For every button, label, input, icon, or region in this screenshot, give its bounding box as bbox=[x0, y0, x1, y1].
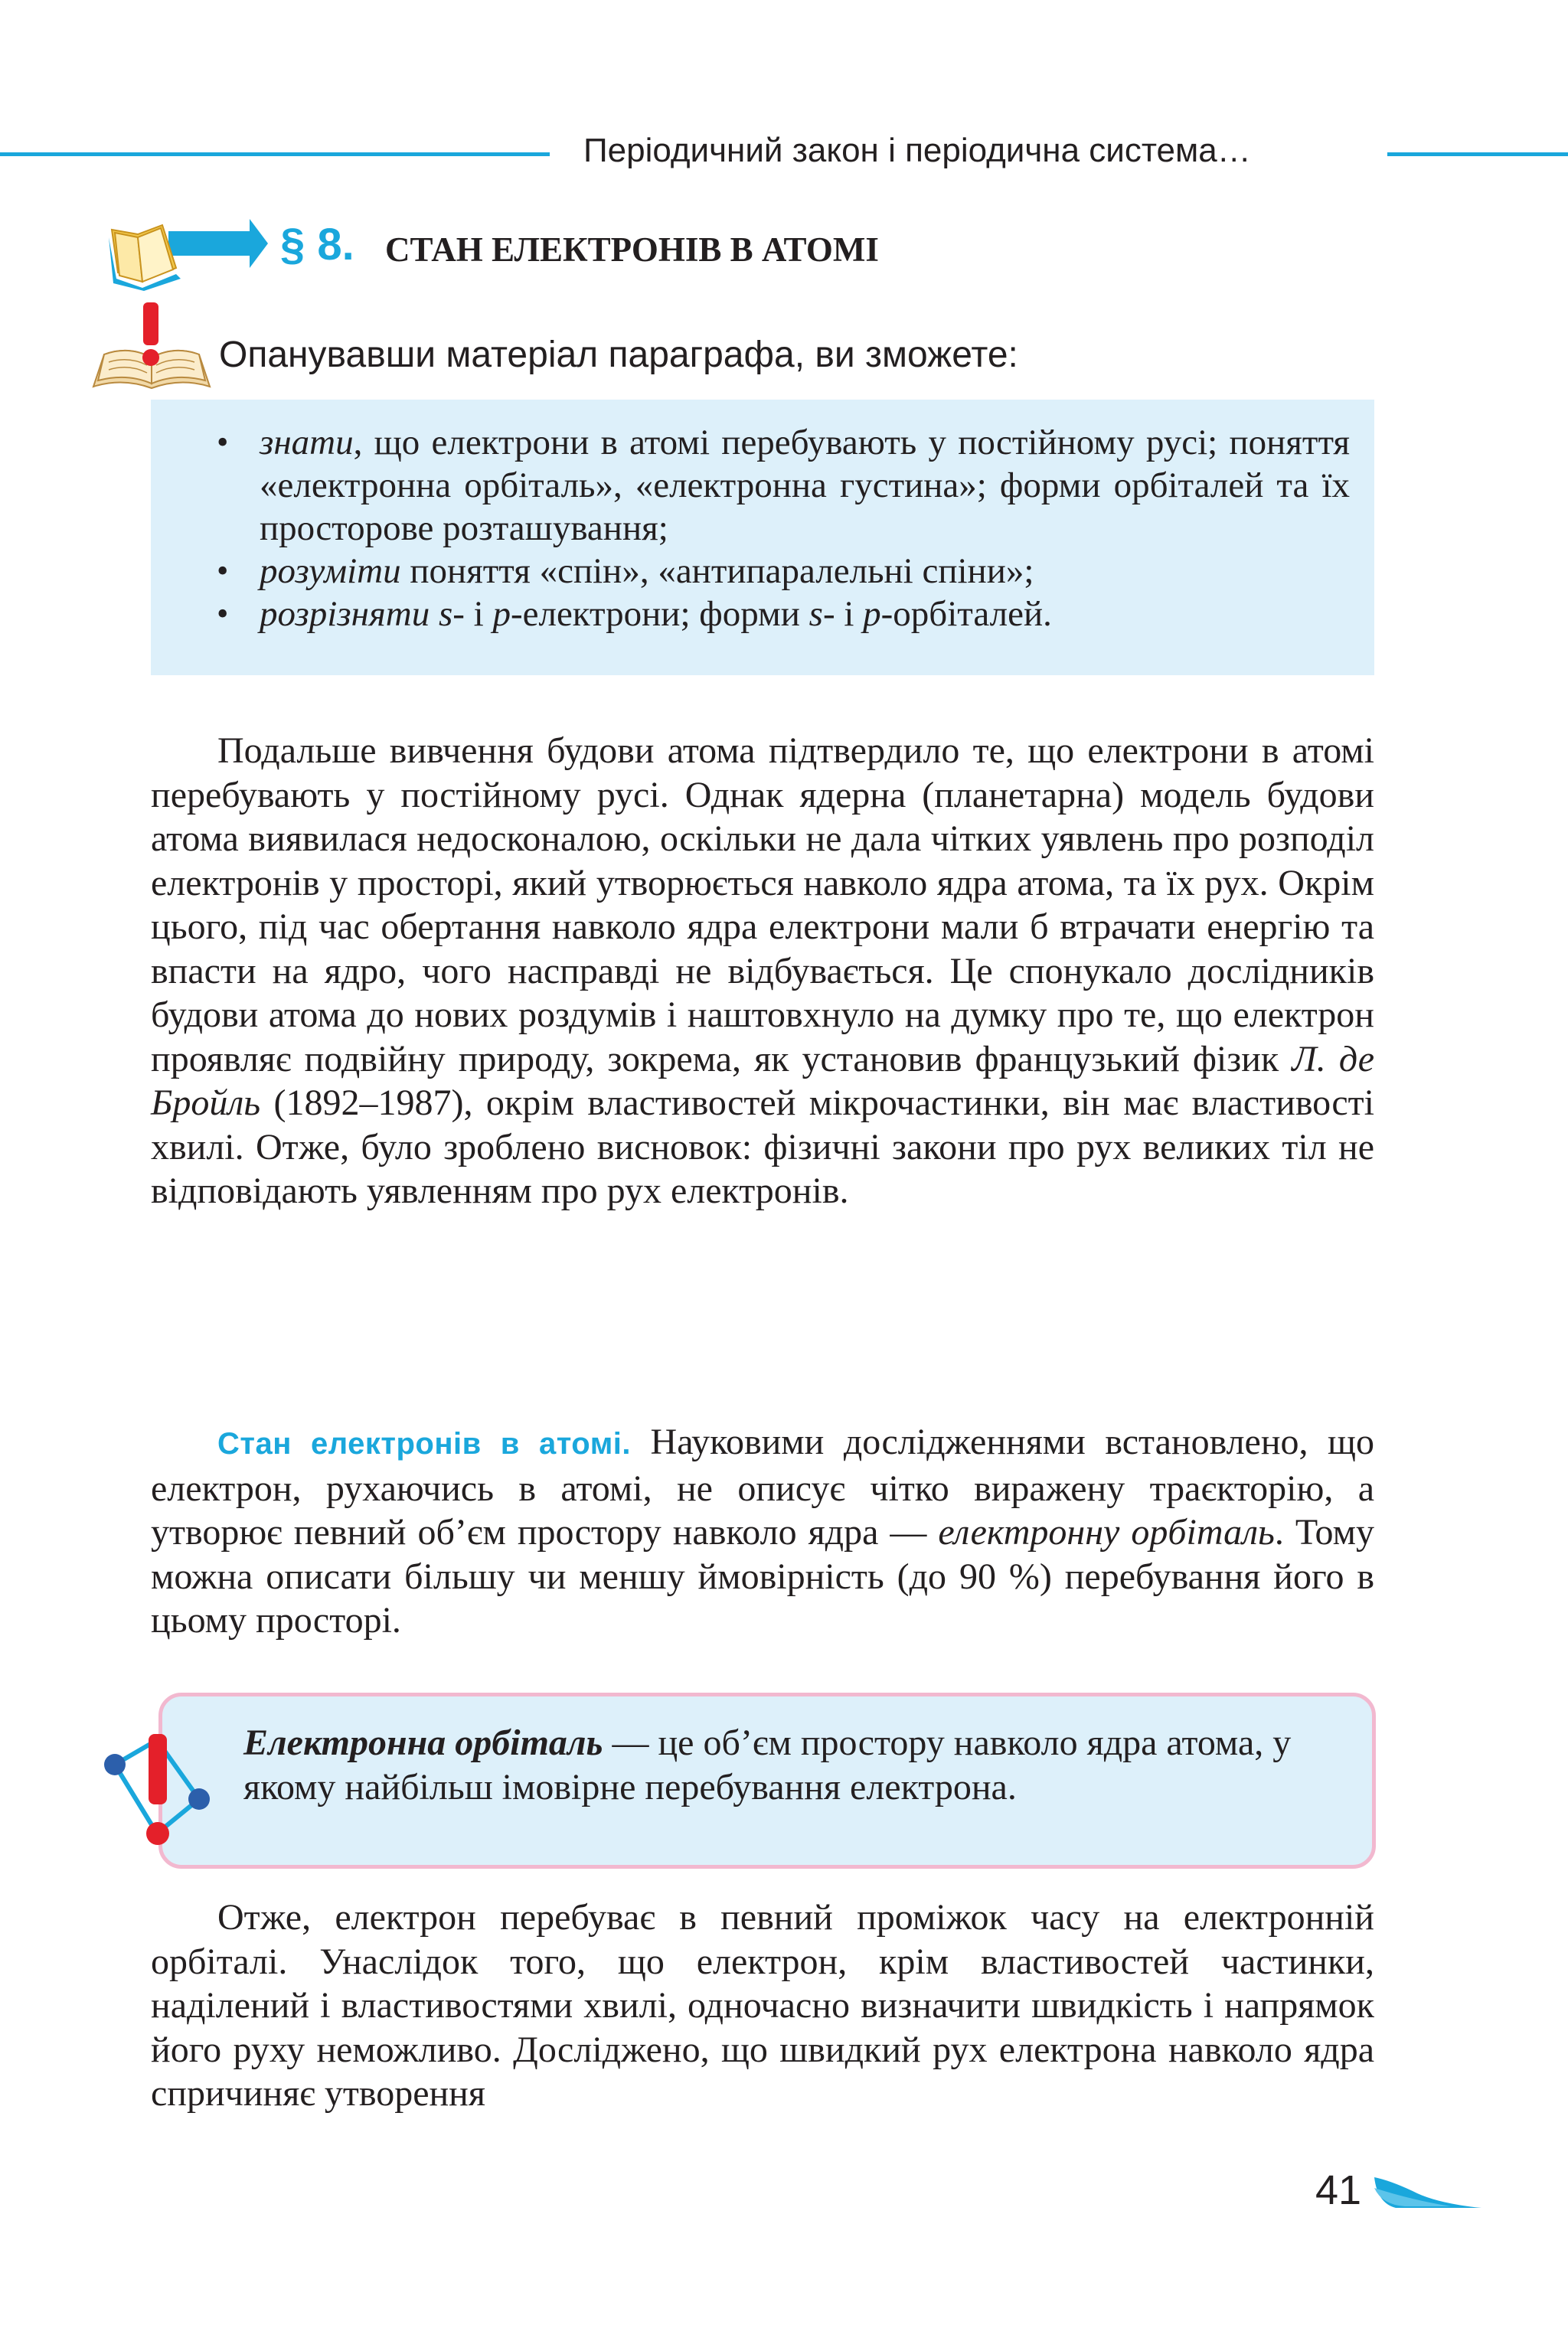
open-book-exclamation-icon bbox=[90, 301, 213, 397]
orbital-letter: p bbox=[863, 594, 881, 634]
header-rule-right bbox=[1387, 152, 1568, 156]
paragraph-text: Подальше вивчення будови атома підтвердило те, що електрони в атомі перебувають у постійному русі. Однак ядерна (планетарна) модель будови атома виявилася недосконалою, оскільки не дала чітких уявлень про розподіл електронів у просторі, який утворюється навколо ядра атома, та їх рух. Окрім цього, під час обертання навколо ядра електрони мали б втрачати енергію та впасти на ядро, чого насправді не відбувається. Це спонукало дослідників будови атома до нових роздумів і наштовхнуло на думку про те, що електрон проявляє подвійну природу, зокрема, як установив французький фізик bbox=[151, 730, 1374, 1079]
objective-lead: розуміти bbox=[260, 551, 401, 591]
scientist-name: Л. де Бройль bbox=[151, 1038, 1374, 1123]
orbital-letter: s bbox=[808, 594, 823, 634]
objectives-intro: Опанувавши матеріал параграфа, ви зможете: bbox=[219, 335, 1018, 375]
section-title: СТАН ЕЛЕКТРОНІВ В АТОМІ bbox=[385, 230, 879, 269]
definition-body: — це об’єм простору навколо ядра атома, у якому найбільш імовірне перебування електрона. bbox=[243, 1723, 1292, 1807]
objectives-box bbox=[151, 400, 1374, 675]
objective-text: -електрони; форми bbox=[510, 594, 809, 634]
orbital-letter: p bbox=[492, 594, 511, 634]
molecule-exclamation-icon bbox=[100, 1734, 214, 1853]
objective-item bbox=[151, 593, 1374, 635]
objective-text: - і bbox=[822, 594, 864, 634]
section-number: § 8. bbox=[280, 220, 354, 269]
paragraph-text: . Тому можна описати більшу чи меншу ймовірність (до 90 %) перебування його в цьому просторі. bbox=[151, 1512, 1375, 1641]
body-paragraph-2 bbox=[151, 1420, 1374, 1643]
header-rule-left bbox=[0, 152, 550, 156]
objective-text: - і bbox=[452, 594, 493, 634]
book-arrow-icon bbox=[107, 214, 268, 295]
body-paragraph-3: Отже, електрон перебуває в певний проміжок часу на електронній орбіталі. Унаслідок того, що електрон, крім властивостей частинки, наділений і властивостями хвилі, одночасно визначити швидкість і напрямок його руху неможливо. Досліджено, що швидкий рух електрона навколо ядра спричиняє утворення bbox=[151, 1897, 1374, 2114]
page-number: 41 bbox=[1315, 2167, 1362, 2213]
definition-text bbox=[243, 1721, 1346, 1810]
paragraph-text: Науковими дослідженнями встановлено, що електрон, рухаючись в атомі, не описує чітко виражену траєкторію, а утворює певний об’єм простору навколо ядра — bbox=[151, 1422, 1375, 1553]
objective-text: поняття «спін», «антипаралельні спіни»; bbox=[400, 551, 1034, 591]
objective-lead: розрізняти bbox=[260, 594, 430, 634]
subsection-heading: Стан електронів в атомі. bbox=[217, 1427, 632, 1461]
objective-lead: знати bbox=[260, 423, 354, 462]
paragraph-text: (1892–1987), окрім властивостей мікрочастинки, він має властивості хвилі. Отже, було зроблено висновок: фізичні закони про рух великих тіл не відповідають уявленням про рух електронів. bbox=[151, 1082, 1374, 1211]
objective-text: , що електрони в атомі перебувають у постійному русі; поняття «електронна орбіталь», «електронна густина»; форми орбіталей та їх просторове розташування; bbox=[260, 423, 1350, 548]
orbital-letter: s bbox=[438, 594, 453, 634]
objective-text: -орбіталей. bbox=[880, 594, 1052, 634]
objective-item bbox=[151, 421, 1374, 550]
page-wave-icon bbox=[1374, 2173, 1481, 2215]
running-title: Періодичний закон і періодична система… bbox=[583, 132, 1251, 169]
term-emphasis: електронну орбіталь bbox=[938, 1512, 1275, 1553]
body-paragraph-1 bbox=[151, 729, 1374, 1213]
definition-term: Електронна орбіталь bbox=[243, 1723, 603, 1763]
objectives-list bbox=[151, 421, 1374, 635]
objective-item bbox=[151, 550, 1374, 593]
